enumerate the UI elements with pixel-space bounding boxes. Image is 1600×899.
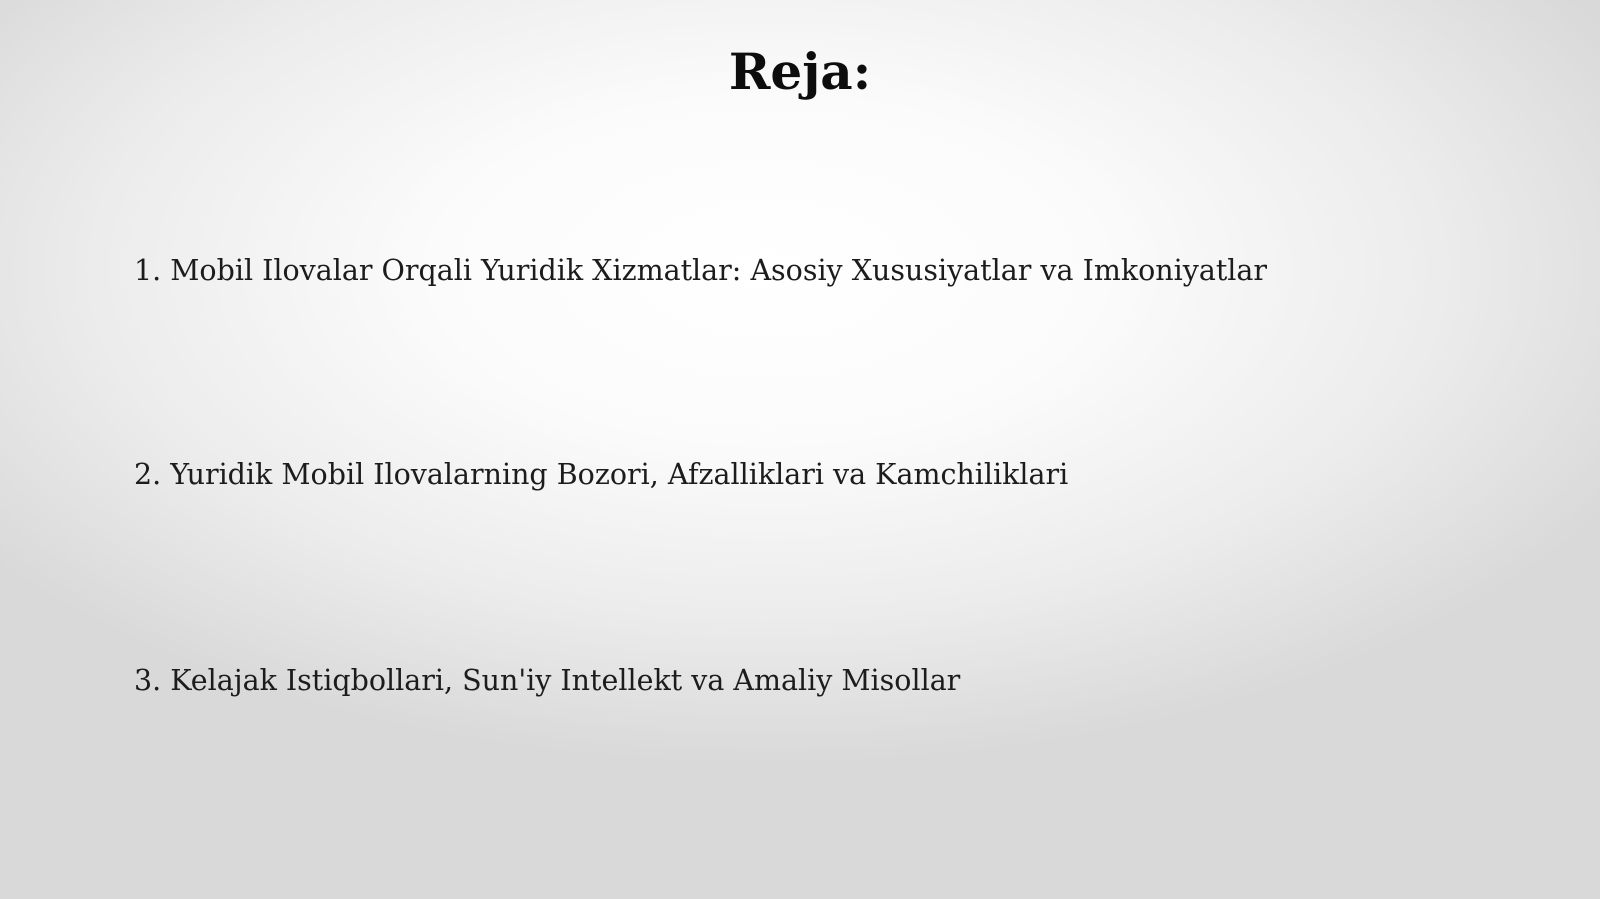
plan-item-2: 2. Yuridik Mobil Ilovalarning Bozori, Afzalliklari va Kamchiliklari	[134, 458, 1069, 491]
slide-title: Reja:	[728, 42, 872, 101]
plan-item-1: 1. Mobil Ilovalar Orqali Yuridik Xizmatlar: Asosiy Xususiyatlar va Imkoniyatlar	[134, 254, 1268, 287]
plan-item-3: 3. Kelajak Istiqbollari, Sun'iy Intellekt va Amaliy Misollar	[134, 664, 961, 697]
